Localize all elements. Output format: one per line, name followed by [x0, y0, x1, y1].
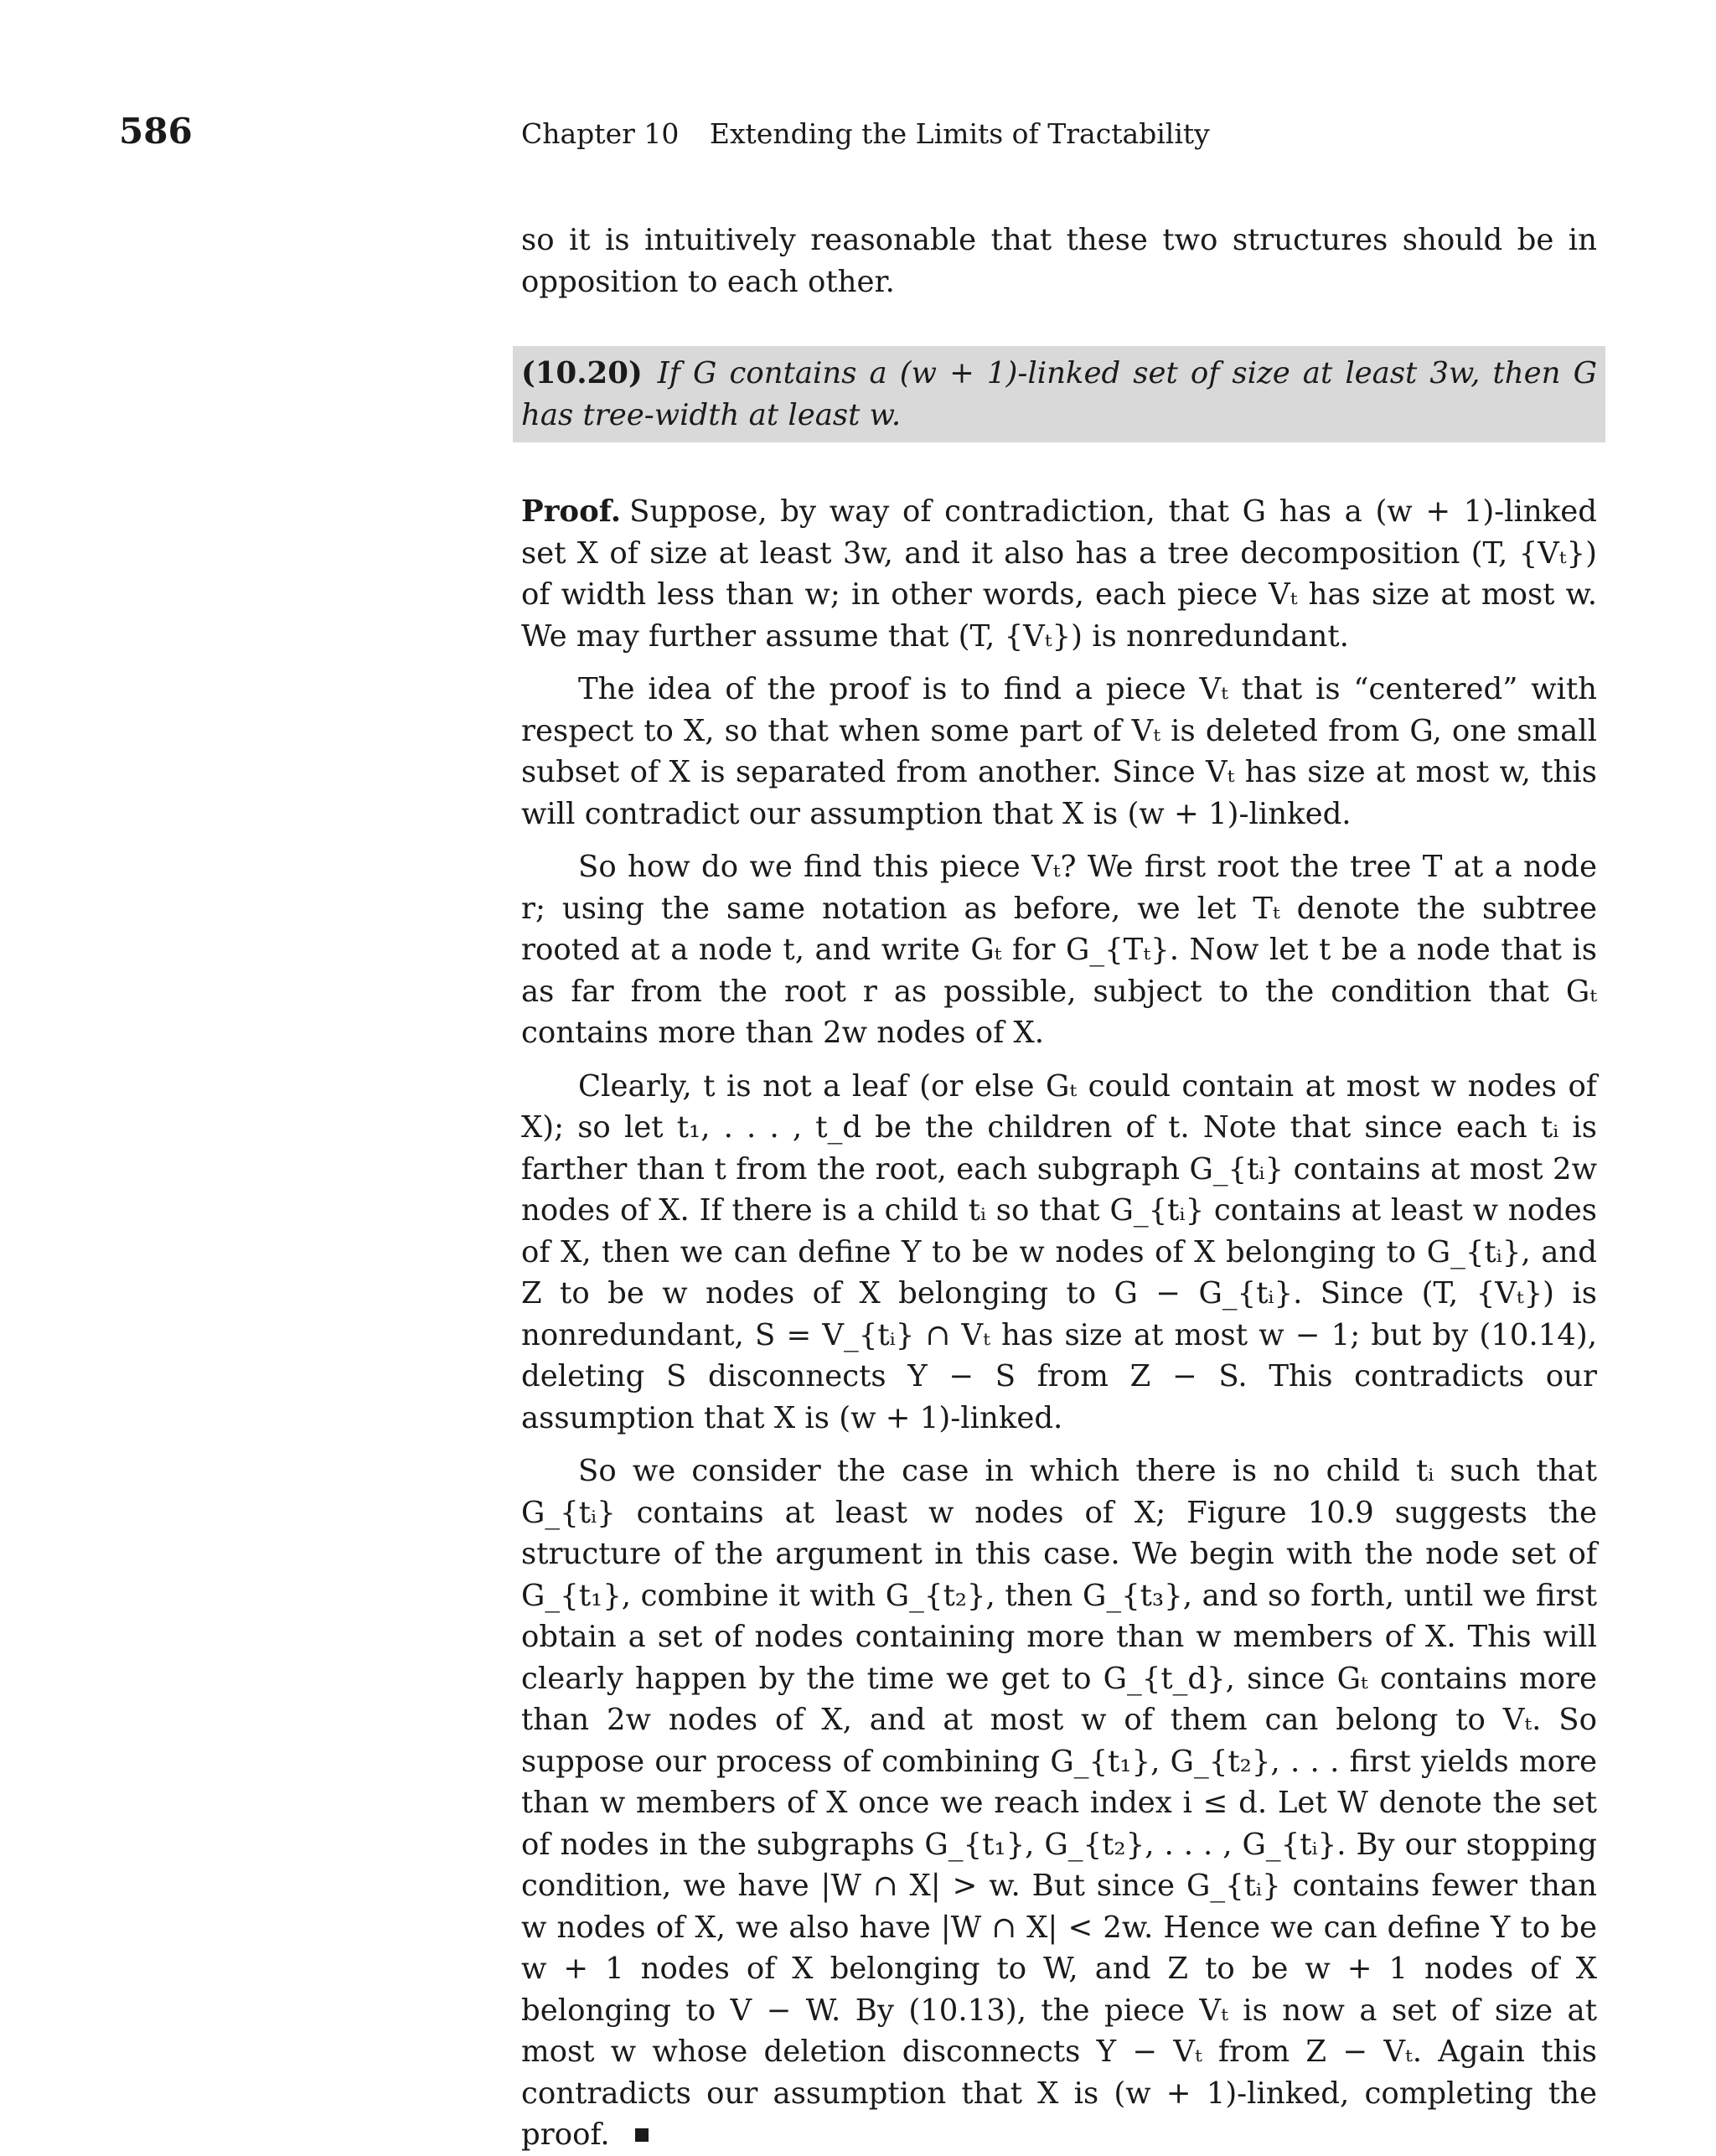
- intro-paragraph: so it is intuitively reasonable that these two structures should be in opposition to each other.: [521, 223, 1597, 299]
- proof-paragraph-2: The idea of the proof is to find a piece Vₜ that is “centered” with respect to X, so that when some part of Vₜ is deleted from G, one small subset of X is separated from another. Since Vₜ has size at most w, this will contradict our assumption that X is (w + 1)-linked.: [521, 672, 1597, 831]
- theorem-box: [513, 346, 1605, 442]
- proof-paragraph-4: Clearly, t is not a leaf (or else Gₜ could contain at most w nodes of X); so let t₁, . . . , t_d be the children of t. Note that since each tᵢ is farther than t from the root, each subgraph G_{tᵢ} contains at most 2w nodes of X. If there is a child tᵢ so that G_{tᵢ} contains at least w nodes of X, then we can define Y to be w nodes of X belonging to G_{tᵢ}, and Z to be w nodes of X belonging to G − G_{tᵢ}. Since (T, {Vₜ}) is nonredundant, S = V_{tᵢ} ∩ Vₜ has size at most w − 1; but by (10.14), deleting S disconnects Y − S from Z − S. This contradicts our assumption that X is (w + 1)-linked.: [521, 1068, 1597, 1435]
- theorem-statement: If G contains a (w + 1)-linked set of size at least 3w, then G has tree-width at least w.: [521, 356, 1597, 432]
- chapter-label: Chapter 10: [521, 117, 680, 150]
- theorem-label: (10.20): [521, 356, 643, 390]
- proof-text-5: So we consider the case in which there is no child tᵢ such that G_{tᵢ} contains at least w nodes of X; Figure 10.9 suggests the structure of the argument in this case. We begin with the node set of G_{t₁}, combine it with G_{t₂}, then G_{t₃}, and so forth, until we first obtain a set of nodes containing more than w members of X. This will clearly happen by the time we get to G_{t_d}, since Gₜ contains more than 2w nodes of X, and at most w of them can belong to Vₜ. So suppose our process of combining G_{t₁}, G_{t₂}, . . . first yields more than w members of X once we reach index i ≤ d. Let W denote the set of nodes in the subgraphs G_{t₁}, G_{t₂}, . . . , G_{tᵢ}. By our stopping condition, we have |W ∩ X| > w. But since G_{tᵢ} contains fewer than w nodes of X, we also have |W ∩ X| < 2w. Hence we can define Y to be w + 1 nodes of X belonging to W, and Z to be w + 1 nodes of X belonging to V − W. By (10.13), the piece Vₜ is now a set of size at most w whose deletion disconnects Y − Vₜ from Z − Vₜ. Again this contradicts our assumption that X is (w + 1)-linked, completing the proof.: [521, 1454, 1597, 2152]
- proof-text-1: Suppose, by way of contradiction, that G has a (w + 1)-linked set X of size at least 3w, and it also has a tree decomposition (T, {Vₜ}) of width less than w; in other words, each piece Vₜ has size at most w. We may further assume that (T, {Vₜ}) is nonredundant.: [521, 494, 1597, 654]
- proof-paragraph-5: [521, 1450, 1597, 2156]
- theorem: [521, 353, 1597, 436]
- proof-paragraph-3: So how do we find this piece Vₜ? We first root the tree T at a node r; using the same notation as before, we let Tₜ denote the subtree rooted at a node t, and write Gₜ for G_{Tₜ}. Now let t be a node that is as far from the root r as possible, subject to the condition that Gₜ contains more than 2w nodes of X.: [521, 850, 1597, 1050]
- page-body: [521, 220, 1597, 2156]
- running-head: [521, 117, 1210, 150]
- chapter-title: Extending the Limits of Tractability: [709, 117, 1210, 150]
- page-number: 586: [119, 111, 193, 152]
- proof-paragraph-1: [521, 491, 1597, 657]
- proof-label: Proof.: [521, 494, 622, 529]
- qed-square-icon: [635, 2128, 649, 2142]
